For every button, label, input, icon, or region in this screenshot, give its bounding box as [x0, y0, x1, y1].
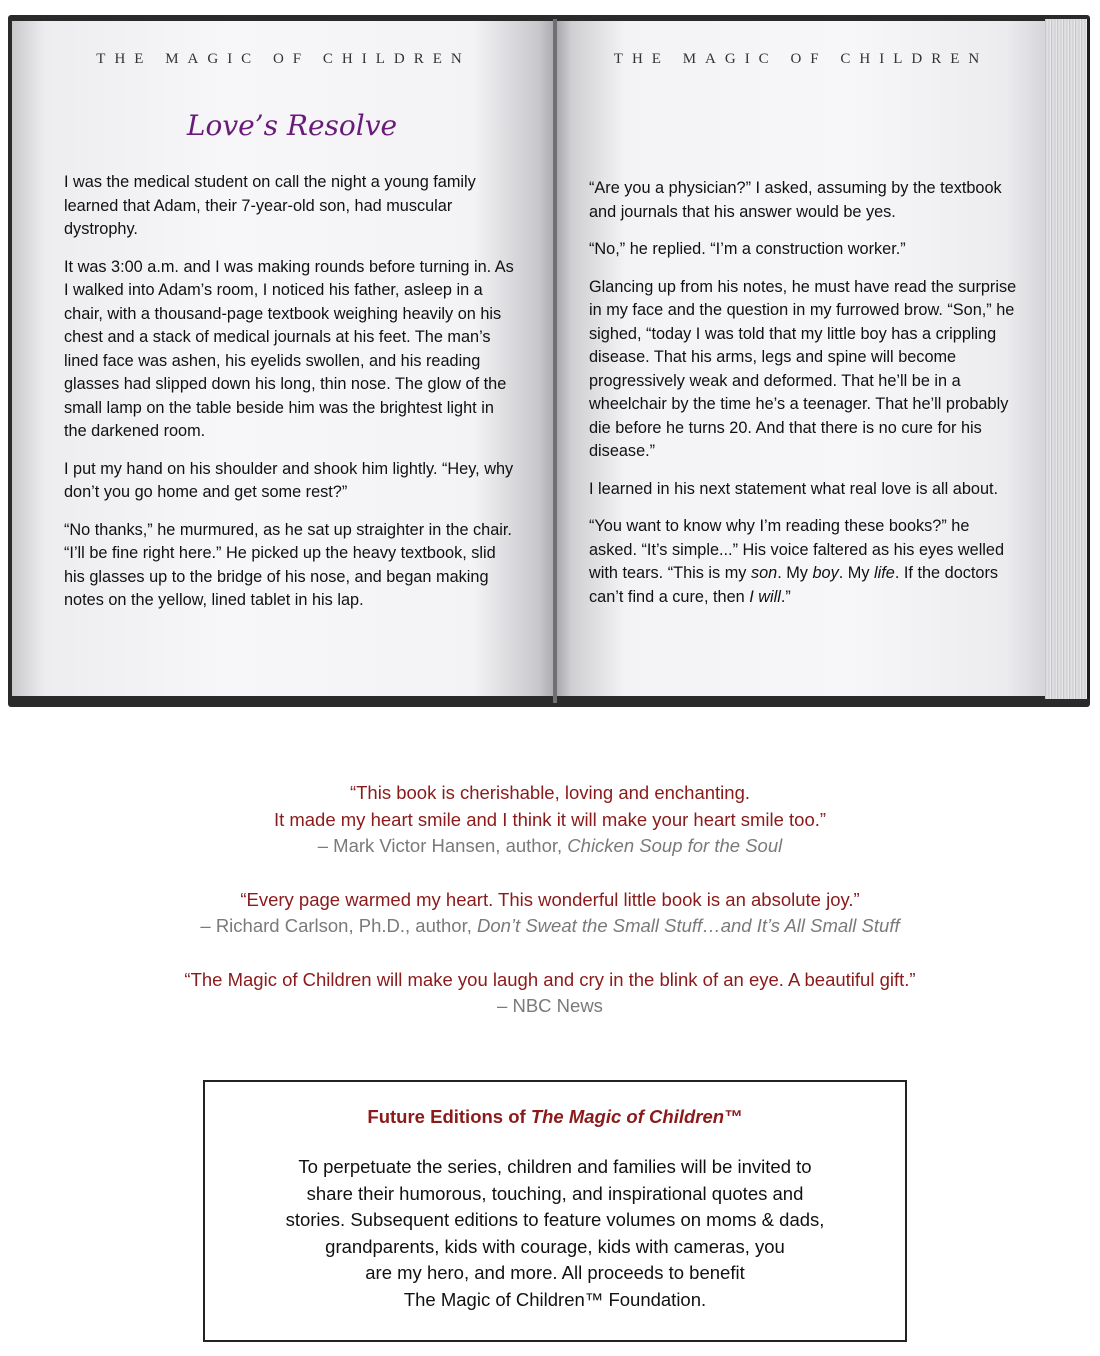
emphasis: boy	[812, 564, 839, 582]
paragraph: “No,” he replied. “I’m a construction worker.”	[589, 240, 906, 258]
work-title: Don’t Sweat the Small Stuff…and It’s All Small Stuff	[477, 915, 900, 936]
quote-line: “Every page warmed my heart. This wonderful little book is an absolute joy.”	[240, 888, 860, 910]
paragraph: It was 3:00 a.m. and I was making rounds before turning in. As I walked into Adam’s room, I noticed his father, asleep in a chair, with a thousand-page textbook weighing heavily on his chest and a stack of medical journals at his feet. The man’s lined face was ashen, his eyelids swollen, and his reading glasses had slipped down his long, thin nose. The glow of the small lamp on the table beside him was the brightest light in the darkened room.	[64, 257, 514, 440]
future-editions-body	[205, 1154, 905, 1313]
text-run: . My	[777, 564, 813, 582]
future-editions-title	[205, 1106, 905, 1128]
body-line: stories. Subsequent editions to feature volumes on moms & dads,	[285, 1209, 825, 1230]
open-book-image	[8, 15, 1090, 707]
attribution-text: – Mark Victor Hansen, author,	[317, 835, 568, 856]
title-italic: The Magic of Children™	[530, 1106, 743, 1127]
quote-line: “This book is cherishable, loving and enchanting.	[349, 782, 751, 803]
text-run: . If the doctors can’t find a cure, then	[589, 564, 999, 606]
body-line: The Magic of Children™ Foundation.	[403, 1288, 707, 1310]
emphasis: life	[874, 564, 895, 582]
quote-attribution	[0, 993, 1100, 1020]
left-page	[12, 21, 555, 696]
right-page	[557, 21, 1045, 696]
running-head-right: THE MAGIC OF CHILDREN	[613, 51, 989, 67]
testimonial	[0, 967, 1100, 1020]
work-title: Chicken Soup for the Soul	[567, 835, 783, 856]
testimonial	[0, 887, 1100, 940]
quote-line: It made my heart smile and I think it will make your heart smile too.”	[273, 808, 827, 830]
left-page-text	[64, 171, 514, 627]
text-run: “You want to know why I’m reading these books?” he asked. “It’s simple...” His voice faltered as his eyes welled with tears. “This is my	[589, 517, 1005, 582]
quote-attribution	[0, 913, 1100, 940]
body-line: are my hero, and more. All proceeds to benefit	[365, 1262, 745, 1283]
paragraph: Glancing up from his notes, he must have read the surprise in my face and the question in my furrowed brow. “Son,” he sighed, “today I was told that my little boy has a crippling disease. That his arms, legs and spine will become progressively weak and deformed. That he’ll be in a wheelchair by the time he’s a teenager. That he’ll probably die before he turns 20. And that there is no cure for his disease.”	[589, 277, 1017, 460]
body-line: To perpetuate the series, children and families will be invited to	[298, 1156, 812, 1177]
page-edges	[1045, 19, 1090, 699]
paragraph: “No thanks,” he murmured, as he sat up straighter in the chair. “I’ll be fine right here.” He picked up the heavy textbook, slid his glasses up to the bridge of his nose, and began making notes on the yellow, lined tablet in his lap.	[64, 520, 512, 609]
emphasis: son	[750, 564, 778, 582]
future-editions-box	[203, 1080, 907, 1342]
text-run: . My	[838, 564, 875, 582]
right-page-text	[589, 177, 1019, 623]
attribution-text: – NBC News	[497, 995, 603, 1016]
paragraph: “Are you a physician?” I asked, assuming by the textbook and journals that his answer would be yes.	[589, 179, 1002, 221]
testimonial	[0, 780, 1100, 860]
testimonials	[0, 780, 1100, 1047]
paragraph: I put my hand on his shoulder and shook him lightly. “Hey, why don’t you go home and get some rest?”	[64, 459, 514, 501]
quote-line: “The Magic of Children will make you laugh and cry in the blink of an eye. A beautiful gift.”	[184, 968, 916, 990]
title-prefix: Future Editions of	[367, 1106, 531, 1127]
paragraph-final	[589, 515, 1019, 609]
body-line: grandparents, kids with courage, kids with cameras, you	[325, 1235, 785, 1257]
running-head-left: THE MAGIC OF CHILDREN	[96, 51, 471, 67]
emphasis: I will	[749, 587, 781, 606]
attribution-text: – Richard Carlson, Ph.D., author,	[200, 915, 477, 936]
body-line: share their humorous, touching, and inspirational quotes and	[306, 1182, 804, 1204]
story-title: Love’s Resolve	[186, 109, 398, 142]
paragraph: I learned in his next statement what real love is all about.	[589, 479, 999, 498]
quote-attribution	[0, 833, 1100, 860]
text-run: .”	[780, 587, 791, 606]
paragraph: I was the medical student on call the night a young family learned that Adam, their 7-year-old son, had muscular dystrophy.	[64, 173, 476, 238]
